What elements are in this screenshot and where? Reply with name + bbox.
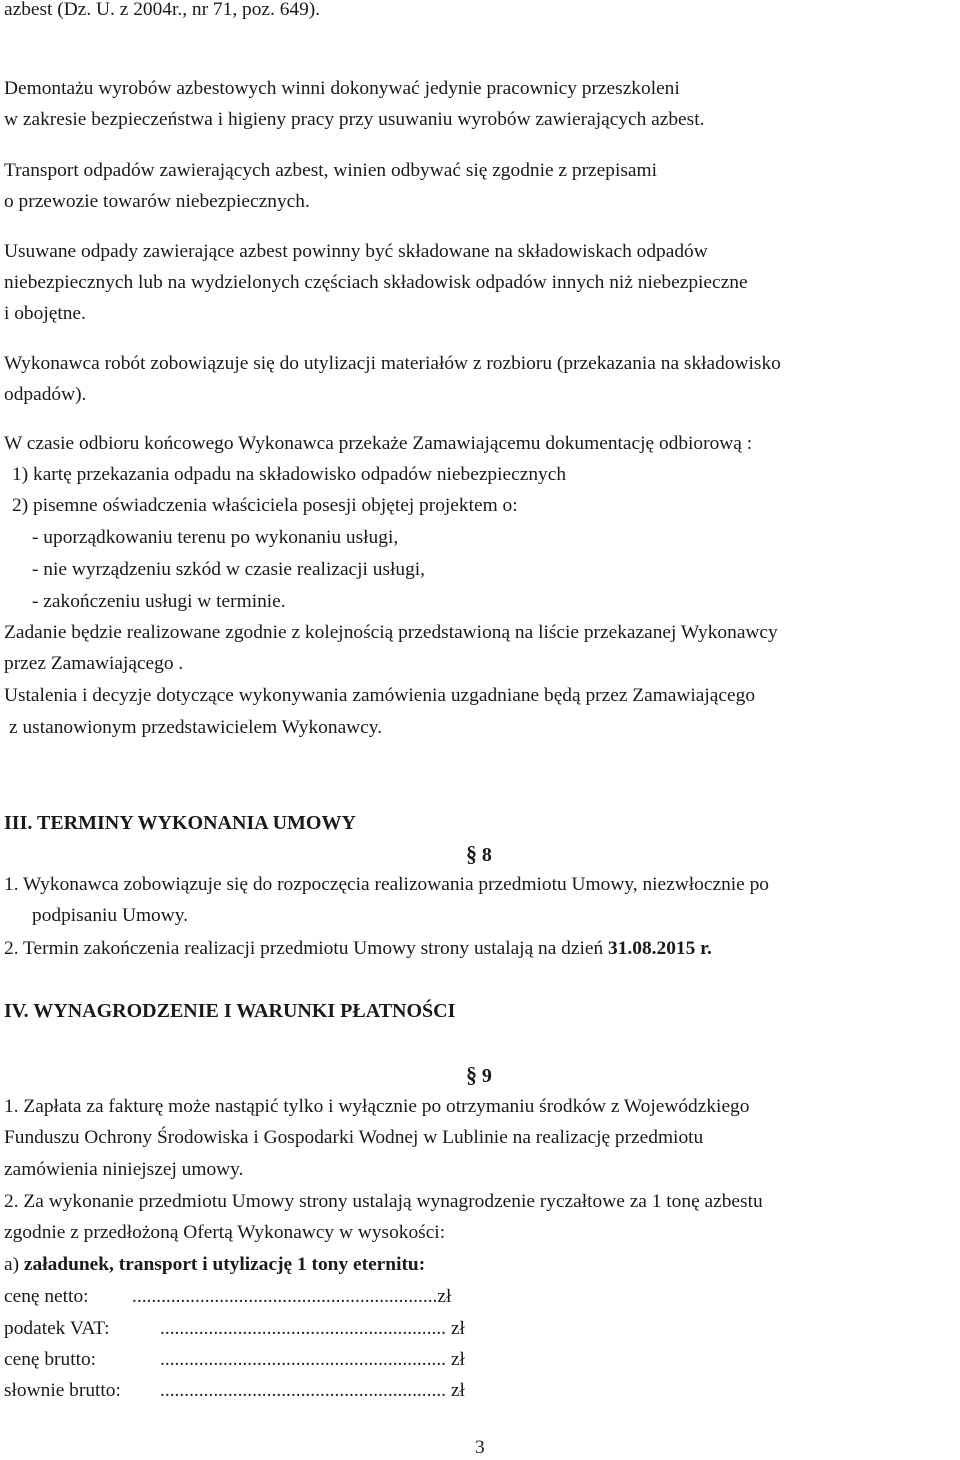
price-label: cenę brutto: (4, 1349, 97, 1370)
sub-list-item (4, 1253, 425, 1277)
price-label: słownie brutto: (4, 1380, 121, 1401)
paragraph-line: niebezpiecznych lub na wydzielonych częściach składowisk odpadów innych niż niebezpieczne (4, 272, 748, 293)
price-row-vat (4, 1317, 465, 1341)
list-item-continuation: zgodnie z przedłożoną Ofertą Wykonawcy w wysokości: (4, 1222, 446, 1243)
section-sign: § (466, 1062, 477, 1087)
paragraph-line: Zadanie będzie realizowane zgodnie z kolejnością przedstawioną na liście przekazanej Wykonawcy (4, 622, 778, 643)
paragraph-line: Wykonawca robót zobowiązuje się do utylizacji materiałów z rozbioru (przekazania na składowisko (4, 353, 781, 374)
paragraph-line: odpadów). (4, 384, 87, 405)
list-item-continuation: zamówienia niniejszej umowy. (4, 1159, 244, 1180)
paragraph-line: Usuwane odpady zawierające azbest powinny być składowane na składowiskach odpadów (4, 241, 708, 262)
sub-list-title: załadunek, transport i utylizację 1 tony eternitu: (23, 1254, 426, 1275)
paragraph-line: Ustalenia i decyzje dotyczące wykonywania zamówienia uzgadniane będą przez Zamawiającego (4, 685, 756, 706)
list-item: 2. Za wykonanie przedmiotu Umowy strony ustalają wynagrodzenie ryczałtowe za 1 tonę azbestu (4, 1191, 763, 1212)
price-value: ........................................................... zł (160, 1380, 465, 1401)
price-row-net (4, 1285, 452, 1309)
paragraph-number-value: 8 (481, 844, 492, 866)
paragraph-line: o przewozie towarów niebezpiecznych. (4, 191, 310, 212)
list-item: 1. Zapłata za fakturę może nastąpić tylko i wyłącznie po otrzymaniu środków z Wojewódzkiego (4, 1096, 750, 1117)
paragraph-line: Transport odpadów zawierających azbest, winien odbywać się zgodnie z przepisami (4, 160, 657, 181)
paragraph-line: w zakresie bezpieczeństwa i higieny pracy przy usuwaniu wyrobów zawierających azbest. (4, 109, 705, 130)
paragraph-line: z ustanowionym przedstawicielem Wykonawcy. (9, 717, 383, 738)
sub-list-item: - nie wyrządzeniu szkód w czasie realizacji usługi, (32, 559, 426, 580)
price-value: ........................................................... zł (160, 1318, 465, 1339)
continuation-line: azbest (Dz. U. z 2004r., nr 71, poz. 649). (4, 0, 321, 20)
list-item: 1) kartę przekazania odpadu na składowisko odpadów niebezpiecznych (12, 464, 567, 485)
price-row-words (4, 1379, 465, 1403)
paragraph-line: Demontażu wyrobów azbestowych winni dokonywać jedynie pracownicy przeszkoleni (4, 78, 680, 99)
price-row-gross (4, 1348, 465, 1372)
paragraph-line: i obojętne. (4, 303, 86, 324)
price-label: podatek VAT: (4, 1318, 110, 1339)
sub-list-item: - uporządkowaniu terenu po wykonaniu usługi, (32, 527, 399, 548)
paragraph-number (466, 1063, 492, 1089)
list-item: 2) pisemne oświadczenia właściciela posesji objętej projektem o: (12, 495, 518, 516)
price-label: cenę netto: (4, 1286, 89, 1307)
section-heading: IV. WYNAGRODZENIE I WARUNKI PŁATNOŚCI (4, 1000, 456, 1022)
list-item-text: 2. Termin zakończenia realizacji przedmiotu Umowy strony ustalają na dzień (4, 938, 609, 959)
page-number: 3 (475, 1437, 485, 1458)
paragraph-line: W czasie odbioru końcowego Wykonawca przekaże Zamawiającemu dokumentację odbiorową : (4, 433, 753, 454)
list-item (4, 937, 712, 961)
list-item-continuation: podpisaniu Umowy. (32, 905, 189, 926)
sub-list-item: - zakończeniu usługi w terminie. (32, 591, 286, 612)
paragraph-line: przez Zamawiającego . (4, 653, 184, 674)
section-heading: III. TERMINY WYKONANIA UMOWY (4, 812, 356, 834)
sub-list-marker: a) (4, 1254, 24, 1275)
deadline-date: 31.08.2015 r. (608, 938, 712, 959)
price-value: ...............................................................zł (132, 1286, 452, 1307)
paragraph-number-value: 9 (481, 1065, 492, 1087)
price-value: ........................................................... zł (160, 1349, 465, 1370)
section-sign: § (466, 841, 477, 866)
list-item: 1. Wykonawca zobowiązuje się do rozpoczęcia realizowania przedmiotu Umowy, niezwłocznie po (4, 874, 769, 895)
list-item-continuation: Funduszu Ochrony Środowiska i Gospodarki Wodnej w Lublinie na realizację przedmiotu (4, 1127, 704, 1148)
paragraph-number (466, 842, 492, 868)
